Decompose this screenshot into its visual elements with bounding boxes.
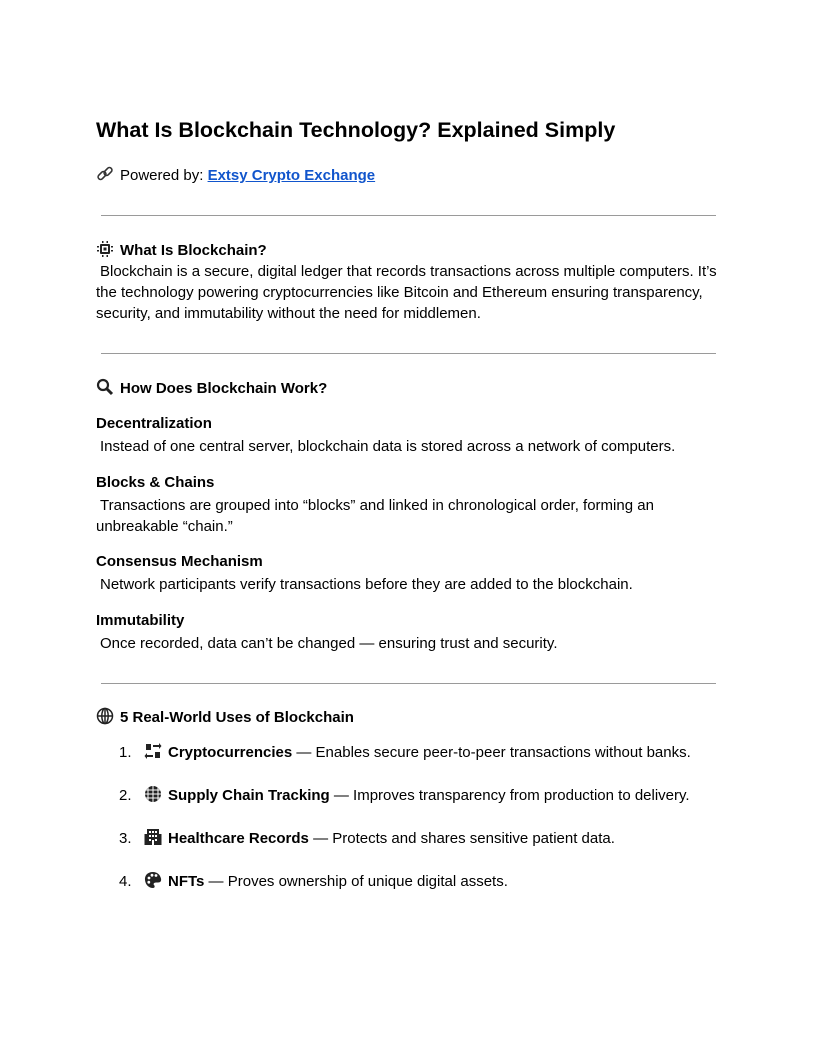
link-icon	[96, 165, 114, 183]
section-title-how	[96, 378, 327, 397]
divider	[101, 683, 716, 684]
use-name: Healthcare Records	[168, 830, 309, 847]
use-desc: — Improves transparency from production to delivery.	[329, 787, 690, 804]
list-number: 2.	[119, 787, 132, 804]
list-number: 1.	[119, 744, 132, 761]
divider	[101, 353, 716, 354]
list-item	[96, 742, 720, 763]
subheading-immutability: Immutability	[96, 612, 185, 629]
subheading-blocks-chains: Blocks & Chains	[96, 474, 215, 491]
divider	[101, 215, 716, 216]
list-number: 3.	[119, 830, 132, 847]
section-title-what	[96, 240, 267, 259]
section-body-what: Blockchain is a secure, digital ledger that records transactions across multiple computers. It’s the technology powering cryptocurrencies like Bitcoin and Ethereum ensuring transparency, security, and immutability without the need for middlemen.	[96, 263, 717, 322]
section-title-text: What Is Blockchain?	[120, 242, 267, 259]
use-desc: — Enables secure peer-to-peer transactions without banks.	[292, 744, 691, 761]
list-number: 4.	[119, 873, 132, 890]
hospital-icon	[144, 828, 162, 846]
page-title: What Is Blockchain Technology? Explained Simply	[96, 118, 616, 142]
subheading-body: Network participants verify transactions before they are added to the blockchain.	[100, 576, 633, 593]
globe-icon	[96, 707, 114, 725]
exchange-link[interactable]: Extsy Crypto Exchange	[207, 167, 376, 184]
use-desc: — Protects and shares sensitive patient data.	[308, 830, 615, 847]
powered-label: Powered by:	[120, 167, 204, 184]
subheading-decentralization: Decentralization	[96, 415, 212, 432]
list-item	[96, 785, 720, 806]
section-title-text: 5 Real-World Uses of Blockchain	[120, 709, 354, 726]
use-name: Cryptocurrencies	[168, 744, 293, 761]
section-title-uses	[96, 707, 354, 726]
exchange-icon	[144, 742, 162, 760]
section-title-text: How Does Blockchain Work?	[120, 380, 328, 397]
palette-icon	[144, 871, 162, 889]
subheading-body: Once recorded, data can’t be changed — ensuring trust and security.	[100, 635, 558, 652]
chain-icon	[96, 240, 114, 258]
list-item	[96, 871, 720, 892]
use-name: Supply Chain Tracking	[168, 787, 330, 804]
subheading-consensus: Consensus Mechanism	[96, 553, 263, 570]
uses-list	[96, 742, 720, 914]
magnifier-icon	[96, 378, 114, 396]
use-name: NFTs	[168, 873, 205, 890]
powered-by-line	[96, 165, 375, 184]
use-desc: — Proves ownership of unique digital assets.	[204, 873, 508, 890]
package-icon	[144, 785, 162, 803]
subheading-body: Transactions are grouped into “blocks” and linked in chronological order, forming an unbreakable “chain.”	[96, 497, 654, 535]
subheading-body: Instead of one central server, blockchain data is stored across a network of computers.	[100, 438, 676, 455]
list-item	[96, 828, 720, 849]
